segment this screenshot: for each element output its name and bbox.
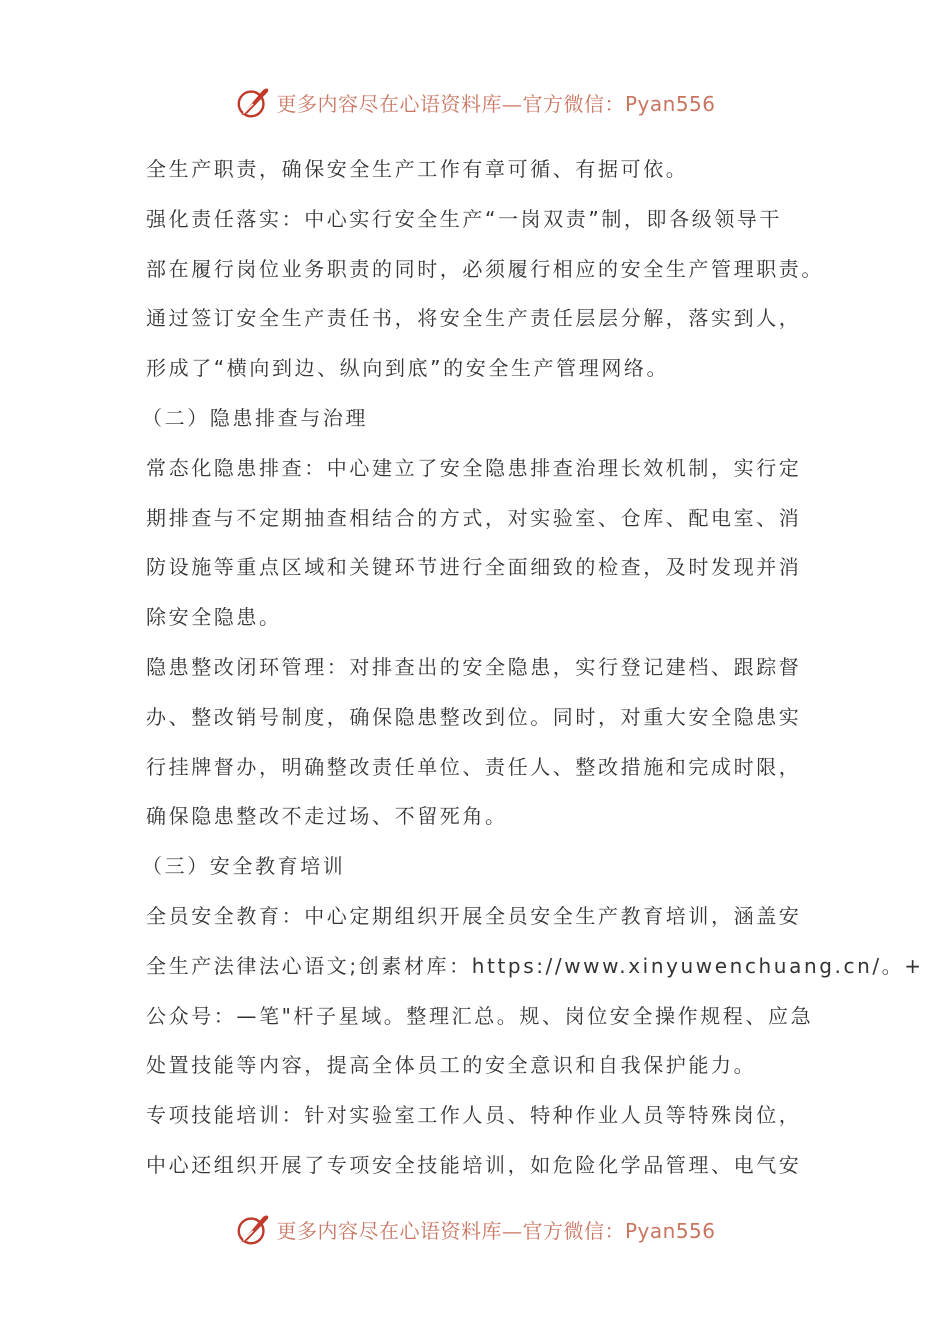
text-line: 行挂牌督办，明确整改责任单位、责任人、整改措施和完成时限，: [146, 754, 802, 779]
banner-text: [276, 1215, 715, 1244]
wechat-id: Pyan556: [624, 1218, 716, 1243]
text-line: 强化责任落实：中心实行安全生产“一岗双责”制，即各级领导干: [146, 206, 783, 231]
footer-banner: [0, 1204, 950, 1254]
text-line: 部在履行岗位业务职责的同时，必须履行相应的安全生产管理职责。: [146, 256, 824, 281]
text-line: 公众号：—笔"杆子星域。整理汇总。规、岗位安全操作规程、应急: [146, 1003, 814, 1028]
text-line: 期排查与不定期抽查相结合的方式，对实验室、仓库、配电室、消: [146, 505, 802, 530]
quill-pen-logo-icon: [234, 1210, 272, 1248]
text-line: 办、整改销号制度，确保隐患整改到位。同时，对重大安全隐患实: [146, 704, 802, 729]
text-line: 中心还组织开展了专项安全技能培训，如危险化学品管理、电气安: [146, 1152, 802, 1177]
text-line: 确保隐患整改不走过场、不留死角。: [146, 804, 508, 829]
text-line: 除安全隐患。: [146, 605, 282, 630]
section-heading: （二）隐患排查与治理: [142, 405, 368, 430]
text-line: 防设施等重点区域和关键环节进行全面细致的检查，及时发现并消: [146, 555, 802, 580]
text-line: 全生产职责，确保安全生产工作有章可循、有据可依。: [146, 157, 689, 181]
quill-pen-logo-icon: [234, 83, 272, 121]
text-line: 处置技能等内容，提高全体员工的安全意识和自我保护能力。: [146, 1053, 757, 1078]
text-line: 隐患整改闭环管理：对排查出的安全隐患，实行登记建档、跟踪督: [146, 654, 802, 679]
text-line: 全生产法律法心语文;创素材库：https://www.xinyuwenchuang.cn/。+: [146, 953, 924, 978]
banner-label: 更多内容尽在心语资料库—官方微信：: [276, 1218, 625, 1243]
text-line: 常态化隐患排查：中心建立了安全隐患排查治理长效机制，实行定: [146, 455, 802, 480]
document-body: [142, 145, 924, 1191]
header-banner: [0, 77, 950, 127]
wechat-id: Pyan556: [624, 91, 716, 116]
banner-text: [276, 88, 715, 117]
banner-label: 更多内容尽在心语资料库—官方微信：: [276, 91, 625, 116]
text-line: 专项技能培训：针对实验室工作人员、特种作业人员等特殊岗位，: [146, 1103, 802, 1128]
text-line: 通过签订安全生产责任书，将安全生产责任层层分解，落实到人，: [146, 306, 802, 331]
text-line: 全员安全教育：中心定期组织开展全员安全生产教育培训，涵盖安: [146, 903, 802, 928]
text-line: 形成了“横向到边、纵向到底”的安全生产管理网络。: [146, 356, 670, 381]
section-heading: （三）安全教育培训: [142, 854, 346, 879]
